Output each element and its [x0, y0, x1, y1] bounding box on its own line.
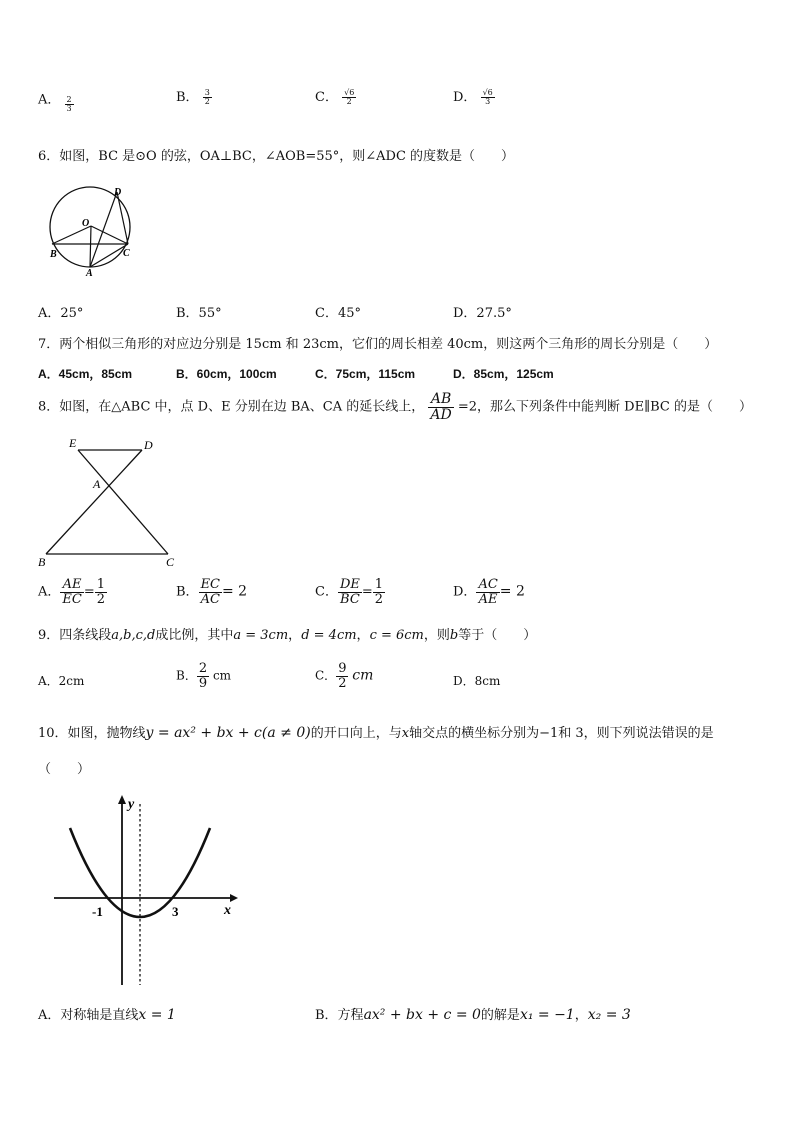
q10-option-b: B．方程ax² + bx + c = 0的解是x₁ = −1，x₂ = 3 — [315, 1007, 631, 1023]
q8-option-c: C． $\frac{DE}{BC}$ = $\frac{1}{2}$ — [315, 577, 384, 607]
q9-option-c: C． $\frac{9}{2}$ cm — [315, 661, 374, 691]
q8-label-e: E — [69, 436, 77, 450]
q10-y-axis-label: y — [128, 797, 135, 812]
q10-option-a: A．对称轴是直线x = 1 — [38, 1007, 176, 1023]
q8-a-rden: 2 — [96, 591, 106, 607]
q6-label-b: B — [50, 249, 57, 260]
q6-option-b: B．55° — [176, 306, 222, 321]
q7-option-c: C．75cm，115cm — [315, 367, 416, 381]
q10-x-axis-label: x — [224, 903, 231, 918]
q8-label-a: A — [93, 477, 101, 491]
q8-option-a: A． $\frac{AE}{EC}$ = $\frac{1}{2}$ — [38, 577, 106, 607]
q10-b-x1: x₁ = −1 — [519, 1007, 575, 1023]
q10-b-x2: x₂ = 3 — [587, 1007, 631, 1023]
q7-stem: 7．两个相似三角形的对应边分别是 15cm 和 23cm，它们的周长相差 40cm，则这两个三角形的周长分别是（ ） — [38, 337, 718, 352]
q9-d-value: d = 4cm — [301, 628, 357, 643]
q6-label-o: O — [82, 218, 90, 229]
q8-label-d: D — [144, 438, 153, 452]
q8-c-num: DE — [339, 577, 360, 592]
q8-triangle-figure — [34, 432, 194, 572]
q8-a-rnum: 1 — [96, 577, 106, 592]
q10-stem: 10．如图，抛物线y = ax² + bx + c(a ≠ 0)的开口向上，与x轴交点的横坐标分别为−1和 3，则下列说法错误的是 — [38, 725, 714, 741]
q8-stem-after: =2，那么下列条件中能判断 DE∥BC 的是（ ） — [457, 399, 752, 415]
q5-option-b: B． $\frac{3}{2}$ — [176, 87, 210, 106]
q8-d-num: AC — [478, 577, 498, 592]
q5-c-num: √6 — [344, 87, 355, 97]
q10-label-3: 3 — [172, 904, 179, 919]
q5-option-a: A． $\frac{2}{3}$ — [38, 92, 72, 114]
q6-option-d: D．27.5° — [453, 306, 512, 321]
q5-a-num: 2 — [66, 95, 72, 104]
q10-parabola-graph — [48, 790, 243, 990]
q8-label-c: C — [166, 555, 175, 569]
q9-vars: a,b,c,d — [111, 628, 156, 643]
q6-label-d: D — [114, 187, 122, 198]
q8-option-d: D． $\frac{AC}{AE}$ = 2 — [453, 577, 525, 607]
q7-option-d: D．85cm，125cm — [453, 367, 554, 381]
q5-b-den: 2 — [204, 97, 210, 106]
q9-b-var: b — [449, 628, 459, 643]
q8-c-den: BC — [340, 591, 360, 607]
q5-a-den: 3 — [66, 104, 72, 114]
q10-stem-paren: （ ） — [38, 762, 91, 777]
q8-label-b: B — [38, 555, 46, 569]
q8-c-rden: 2 — [374, 591, 384, 607]
q5-b-num: 3 — [204, 87, 210, 97]
q9-c-num: 9 — [338, 661, 347, 676]
q5-option-c: C． $\frac{√6}{2}$ — [315, 87, 355, 106]
q6-stem: 6．如图，BC 是⊙O 的弦，OA⊥BC，∠AOB=55°，则∠ADC 的度数是（ ） — [38, 149, 515, 164]
q10-x-var: x — [401, 726, 410, 741]
q6-circle-figure — [40, 180, 140, 280]
q8-stem-before: 8．如图，在△ABC 中，点 D、E 分别在边 BA、CA 的延长线上， — [38, 399, 425, 415]
q6-label-c: C — [123, 248, 130, 259]
q7-option-b: B．60cm，100cm — [176, 367, 277, 381]
q5-d-num: √6 — [482, 87, 493, 97]
q8-option-b: B． $\frac{EC}{AC}$ = 2 — [176, 577, 248, 607]
q9-stem: 9．四条线段a,b,c,d成比例，其中a = 3cm，d = 4cm，c = 6cm，则b等于（ ） — [38, 628, 537, 643]
q8-a-num: AE — [60, 578, 83, 593]
q8-frac-den: AD — [430, 406, 452, 423]
q8-frac-num: AB — [428, 392, 453, 408]
q10-a-math: x = 1 — [138, 1007, 176, 1023]
q9-a-value: a = 3cm — [233, 628, 289, 643]
q8-b-num: EC — [200, 577, 220, 592]
q9-b-num: 2 — [198, 661, 208, 676]
q8-stem — [38, 392, 752, 422]
q5-option-d: D． $\frac{√6}{3}$ — [453, 87, 493, 106]
q6-option-c: C．45° — [315, 306, 361, 321]
q10-b-math: ax² + bx + c = 0 — [363, 1007, 481, 1023]
q10-label-neg1: -1 — [92, 904, 103, 919]
q5-c-den: 2 — [346, 97, 352, 106]
q10-neg-one: −1 — [539, 726, 559, 741]
q10-equation: y = ax² + bx + c(a ≠ 0) — [145, 725, 311, 741]
q7-option-a: A．45cm，85cm — [38, 367, 133, 381]
q5-d-den: 3 — [485, 97, 491, 106]
q9-b-den: 9 — [198, 675, 208, 691]
q9-c-den: 2 — [338, 675, 347, 691]
q9-c-value: c = 6cm — [369, 628, 424, 643]
q8-c-rnum: 1 — [374, 577, 384, 592]
q9-option-b: B． $\frac{2}{9}$ cm — [176, 661, 232, 691]
q6-option-a: A．25° — [38, 306, 84, 321]
q9-option-d: D．8cm — [453, 674, 501, 688]
q8-d-den: AE — [478, 591, 498, 607]
q6-label-a: A — [86, 268, 93, 279]
q9-option-a: A．2cm — [38, 674, 85, 688]
q8-b-den: AC — [200, 591, 220, 607]
q8-a-den: EC — [62, 591, 82, 607]
